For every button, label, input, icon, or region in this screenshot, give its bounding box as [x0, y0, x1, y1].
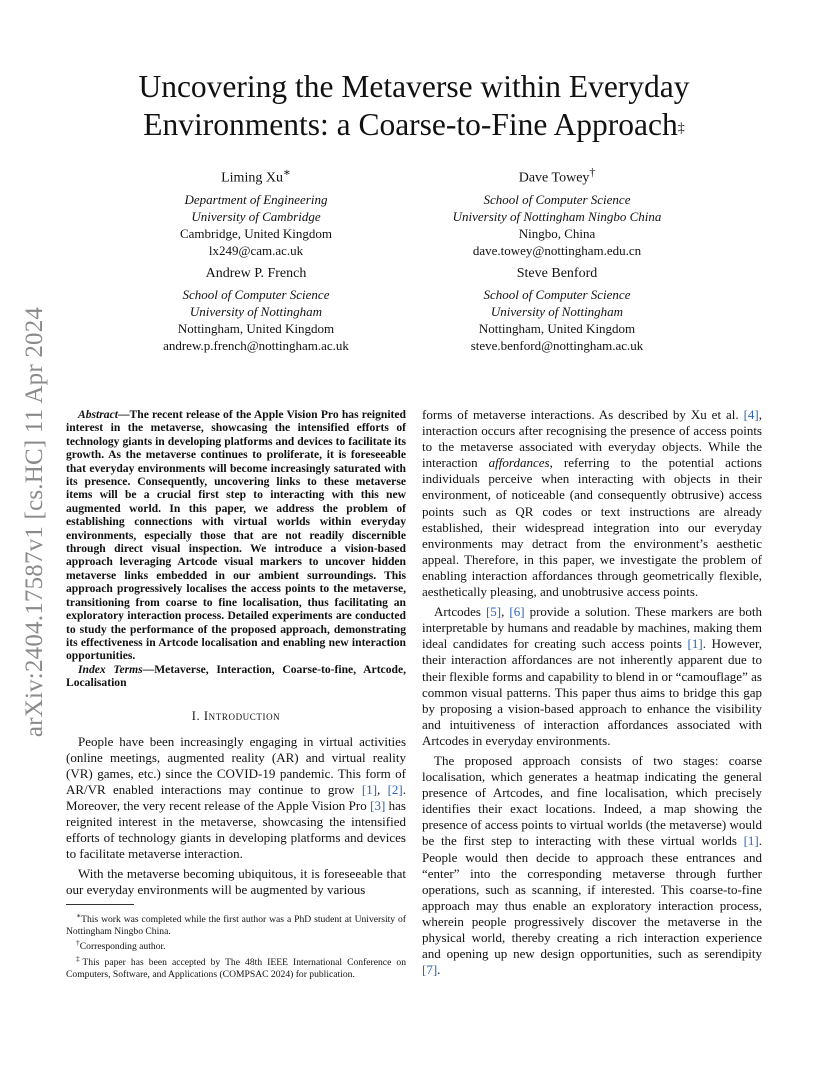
- intro-paragraph-3: forms of metaverse interactions. As described by Xu et al. [4], interaction occurs after recognising the presence of access points to the metaverse associated with everyday objects. While the interaction affordances, referring to the potential actions individuals perceive when interacting with objects in their environment, of noticeable (and consequently obtrusive) access points such as QR codes or text instructions are already established, their widespread integration into our everyday environments may detract from the environment’s aesthetic appeal. Therefore, in this paper, we investigate the problem of enabling interaction affordances through geometrically flexible, aesthetically pleasing, and unobtrusive access points.: [422, 407, 762, 600]
- citation-link[interactable]: [1]: [687, 636, 703, 652]
- footnote-rule: [66, 904, 134, 905]
- author-email[interactable]: steve.benford@nottingham.ac.uk: [470, 338, 644, 353]
- author-org: University of Nottingham: [490, 304, 624, 319]
- author-location: Nottingham, United Kingdom: [177, 321, 335, 336]
- author-mark: †: [589, 166, 596, 179]
- footnote-1: ∗This work was completed while the first author was a PhD student at University of Nottingham Ningbo China.: [66, 911, 406, 937]
- footnote-3: ‡This paper has been accepted by The 48th IEEE International Conference on Computers, Software, and Applications (COMPSAC 2024) for publication.: [66, 954, 406, 980]
- citation-link[interactable]: [1]: [743, 833, 759, 849]
- author-name: Dave Towey: [518, 170, 590, 186]
- title-line-1: Uncovering the Metaverse within Everyday: [138, 69, 690, 104]
- author-name: Andrew P. French: [205, 266, 307, 281]
- arxiv-stamp: arXiv:2404.17587v1 [cs.HC] 11 Apr 2024: [21, 306, 48, 738]
- intro-paragraph-2: With the metaverse becoming ubiquitous, it is foreseeable that our everyday environments will be augmented by various: [66, 866, 406, 898]
- author-org: University of Cambridge: [191, 208, 321, 224]
- intro-paragraph-5: The proposed approach consists of two stages: coarse localisation, which generates a heatmap indicating the general presence of Artcodes, and fine localisation, which precisely identifies their exact locations. Indeed, a map showing the presence of access points to virtual worlds (the metaverse) would be the first step to interacting with these virtual worlds [1]. People would then decide to approach these entrances and “enter” into the corresponding metaverse through further operations, such as scanning, if interested. This coarse-to-fine approach may thus enable an exploratory interaction process, wherein people progressively discover the metaverse in the physical world, thereby creating a rich interaction experience and opening up new design opportunities, such as serendipity [7].: [422, 752, 762, 978]
- author-mark: ∗: [282, 166, 291, 179]
- author-name: Steve Benford: [516, 266, 598, 281]
- abstract: [66, 408, 406, 663]
- intro-paragraph-1: People have been increasingly engaging in virtual activities (online meetings, augmented reality (AR) and virtual reality (VR) games, etc.) since the COVID-19 pandemic. This form of AR/VR enabled interactions may continue to grow [1], [2]. Moreover, the very recent release of the Apple Vision Pro [3] has reignited interest in the metaverse, showcasing the intensified efforts of technology giants in developing platforms and devices to facilitate metaverse interaction.: [66, 733, 406, 862]
- abstract-label: Abstract: [78, 408, 118, 421]
- title-line-2: Environments: a Coarse-to-Fine Approach: [143, 107, 678, 142]
- author-block-2: [430, 164, 684, 259]
- abstract-text: —The recent release of the Apple Vision Pro has reignited interest in the metaverse, showcasing the intensified efforts of technology giants in developing platforms and devices to facilitate its growth. As the metaverse continues to proliferate, it is foreseeable that everyday environments will become increasingly saturated with its presence. Consequently, uncovering links to these metaverse items will be a crucial first step to interacting with this new augmented world. In this paper, we address the problem of establishing connections with virtual worlds within everyday environments, especially those that are not readily discernible through direct visual inspection. We introduce a vision-based approach leveraging Artcode visual markers to uncover hidden metaverse links embedded in our ambient surroundings. This approach progressively localises the access points to the metaverse, transitioning from coarse to fine localisation, thus facilitating an exploratory interaction process. Detailed experiments are conducted to study the performance of the proposed approach, demonstrating its effectiveness in Artcode localisation and enabling new interaction opportunities.: [66, 408, 406, 663]
- index-terms-label: Index Terms: [78, 662, 143, 676]
- author-org: University of Nottingham: [189, 304, 323, 319]
- citation-link[interactable]: [3]: [370, 798, 386, 813]
- author-dept: School of Computer Science: [483, 287, 631, 302]
- section-heading-introduction: I. Introduction: [191, 708, 281, 723]
- citation-link[interactable]: [6]: [509, 604, 525, 620]
- citation-link[interactable]: [7]: [422, 962, 438, 978]
- author-block-3: [140, 265, 372, 354]
- author-email[interactable]: lx249@cam.ac.uk: [208, 242, 304, 258]
- citation-link[interactable]: [4]: [743, 407, 759, 422]
- title-footnote-mark: ‡: [677, 121, 685, 136]
- right-column: [422, 407, 762, 982]
- citation-link[interactable]: [2]: [387, 781, 403, 797]
- author-block-4: [430, 265, 684, 354]
- index-terms: [66, 663, 406, 690]
- paper-title: [80, 68, 748, 144]
- author-block-1: [140, 164, 372, 259]
- author-email[interactable]: dave.towey@nottingham.edu.cn: [472, 242, 642, 258]
- author-dept: Department of Engineering: [184, 191, 328, 207]
- intro-paragraph-4: Artcodes [5], [6] provide a solution. These markers are both interpretable by humans and readable by machines, making them ideal candidates for creating such access points [1]. However, their interaction affordances are not inherently apparent due to their flexible forms and capability to blend in or “camouflage” as common visual patterns. This paper thus aims to bridge this gap by proposing a vision-based approach to enhance the visibility and intuitiveness of interaction affordances associated with Artcodes in everyday environments.: [422, 604, 763, 748]
- author-dept: School of Computer Science: [182, 287, 330, 302]
- author-org: University of Nottingham Ningbo China: [452, 208, 662, 224]
- author-email[interactable]: andrew.p.french@nottingham.ac.uk: [163, 338, 349, 353]
- left-column: [66, 408, 406, 903]
- author-location: Cambridge, United Kingdom: [179, 225, 332, 241]
- footnote-2: †Corresponding author.: [76, 938, 166, 953]
- index-terms-text: —Metaverse, Interaction, Coarse-to-fine, Artcode, Localisation: [66, 662, 406, 690]
- citation-link[interactable]: [5]: [485, 604, 502, 620]
- footnotes: [66, 910, 406, 981]
- author-location: Nottingham, United Kingdom: [478, 321, 636, 336]
- author-location: Ningbo, China: [518, 225, 596, 241]
- author-name: Liming Xu: [221, 170, 283, 186]
- citation-link[interactable]: [1]: [361, 781, 378, 797]
- author-dept: School of Computer Science: [483, 191, 631, 207]
